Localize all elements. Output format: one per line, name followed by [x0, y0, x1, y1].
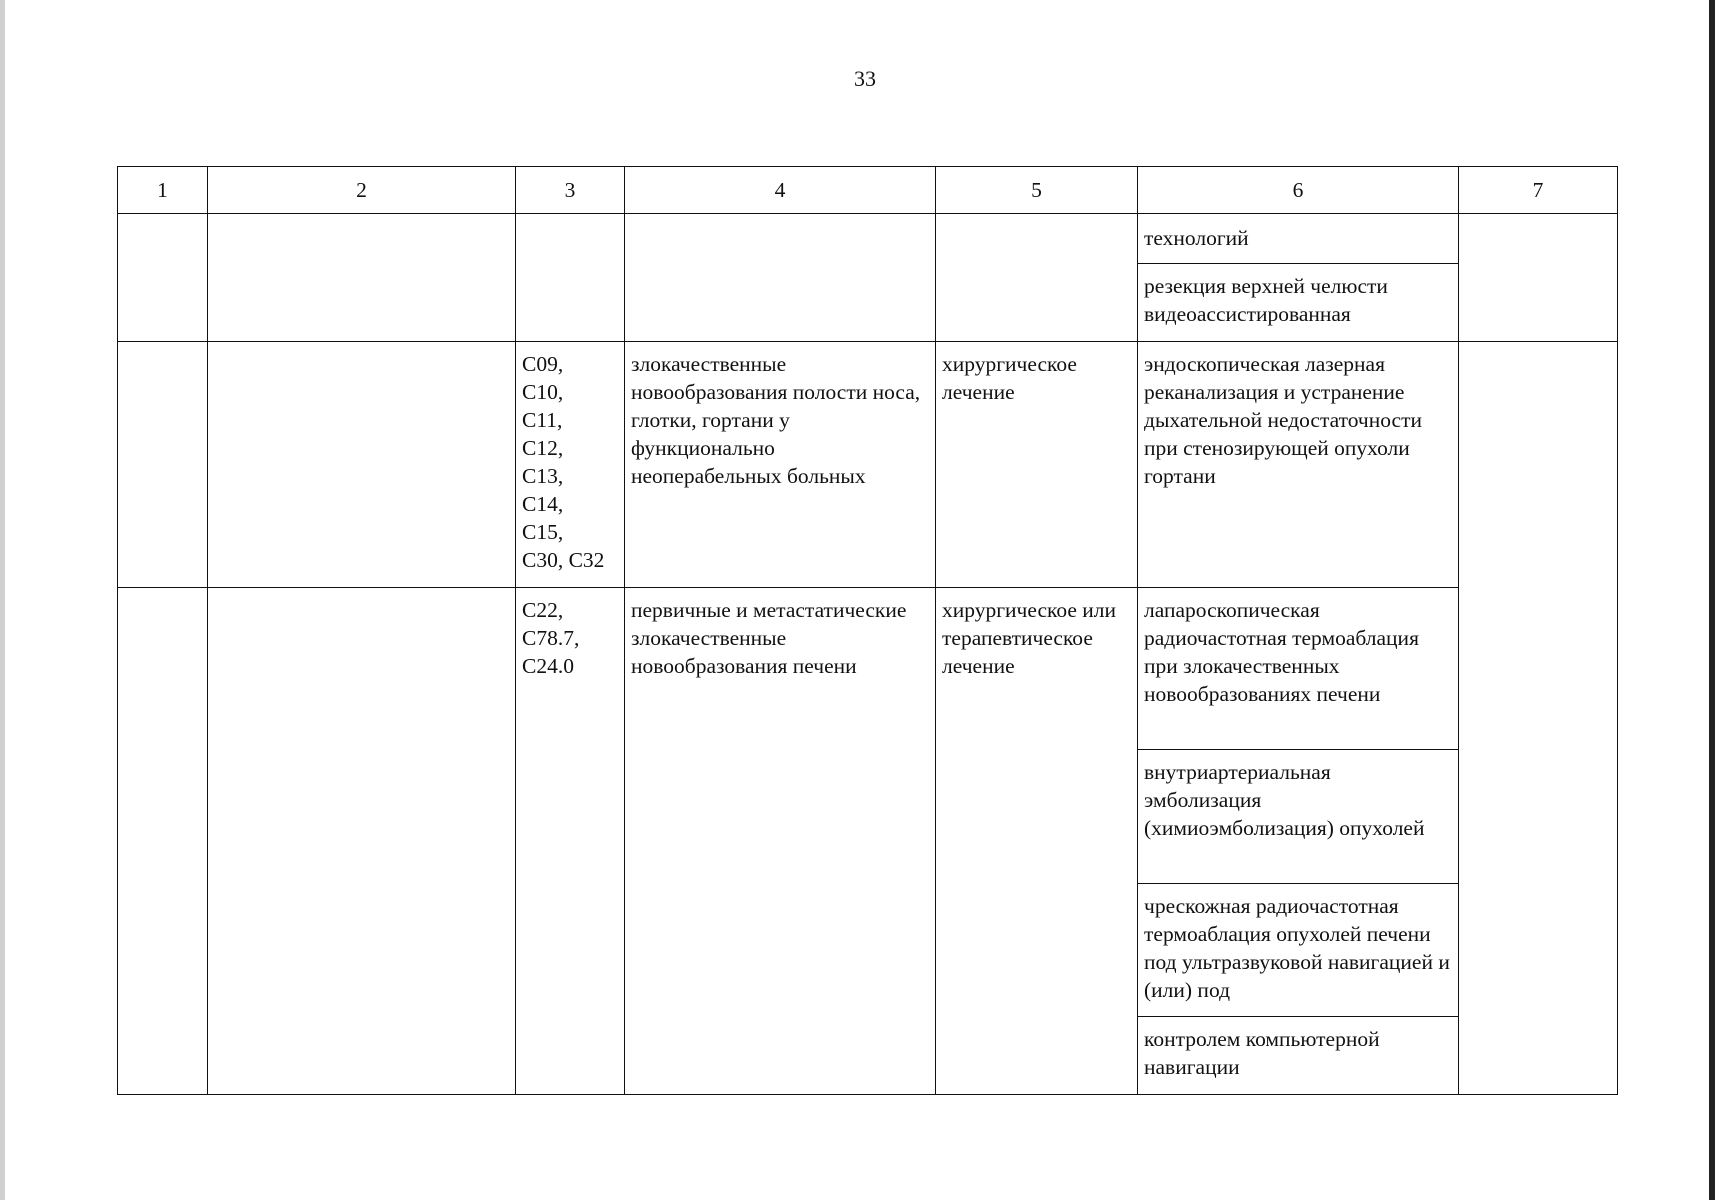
- treatment-cell: хирургическое лечение: [936, 342, 1138, 588]
- method-cell: резекция верхней челюсти видеоассистированная: [1138, 264, 1459, 342]
- treatment-cell: хирургическое или терапевтическое лечение: [936, 588, 1138, 1095]
- header-col-2: 2: [208, 167, 516, 214]
- table-row: [118, 342, 1618, 588]
- page-number: 33: [854, 66, 876, 91]
- diagnosis-cell: первичные и метастатические злокачественные новообразования печени: [625, 588, 936, 1095]
- cell-empty: [1459, 342, 1618, 1095]
- scan-edge-left: [0, 0, 5, 1200]
- method-cell: внутриартериальная эмболизация (химиоэмболизация) опухолей: [1138, 750, 1459, 884]
- header-col-3: 3: [516, 167, 625, 214]
- method-cell: технологий: [1138, 214, 1459, 264]
- table-row: [118, 588, 1618, 750]
- header-col-6: 6: [1138, 167, 1459, 214]
- diagnosis-cell: злокачественные новообразования полости носа, глотки, гортани у функционально неоперабельных больных: [625, 342, 936, 588]
- cell-empty: [208, 214, 516, 342]
- scan-edge-right: [1709, 0, 1715, 1200]
- header-col-1: 1: [118, 167, 208, 214]
- header-row: [118, 167, 1618, 214]
- icd-codes-cell: C22, C78.7, C24.0: [516, 588, 625, 1095]
- cell-empty: [1459, 214, 1618, 342]
- icd-codes-cell: C09, C10, C11, C12, C13, C14, C15, C30, C32: [516, 342, 625, 588]
- cell-empty: [208, 342, 516, 588]
- header-col-7: 7: [1459, 167, 1618, 214]
- header-col-5: 5: [936, 167, 1138, 214]
- cell-empty: [208, 588, 516, 1095]
- header-col-4: 4: [625, 167, 936, 214]
- cell-empty: [516, 214, 625, 342]
- cell-empty: [625, 214, 936, 342]
- cell-empty: [118, 588, 208, 1095]
- method-cell: лапароскопическая радиочастотная термоаблация при злокачественных новообразованиях печени: [1138, 588, 1459, 750]
- method-cell: контролем компьютерной навигации: [1138, 1017, 1459, 1095]
- method-cell: эндоскопическая лазерная реканализация и устранение дыхательной недостаточности при стенозирующей опухоли гортани: [1138, 342, 1459, 588]
- cell-empty: [118, 342, 208, 588]
- medical-care-table: [117, 166, 1618, 1095]
- cell-empty: [118, 214, 208, 342]
- table-row: [118, 214, 1618, 264]
- cell-empty: [936, 214, 1138, 342]
- method-cell: чрескожная радиочастотная термоаблация опухолей печени под ультразвуковой навигацией и (или) под: [1138, 884, 1459, 1017]
